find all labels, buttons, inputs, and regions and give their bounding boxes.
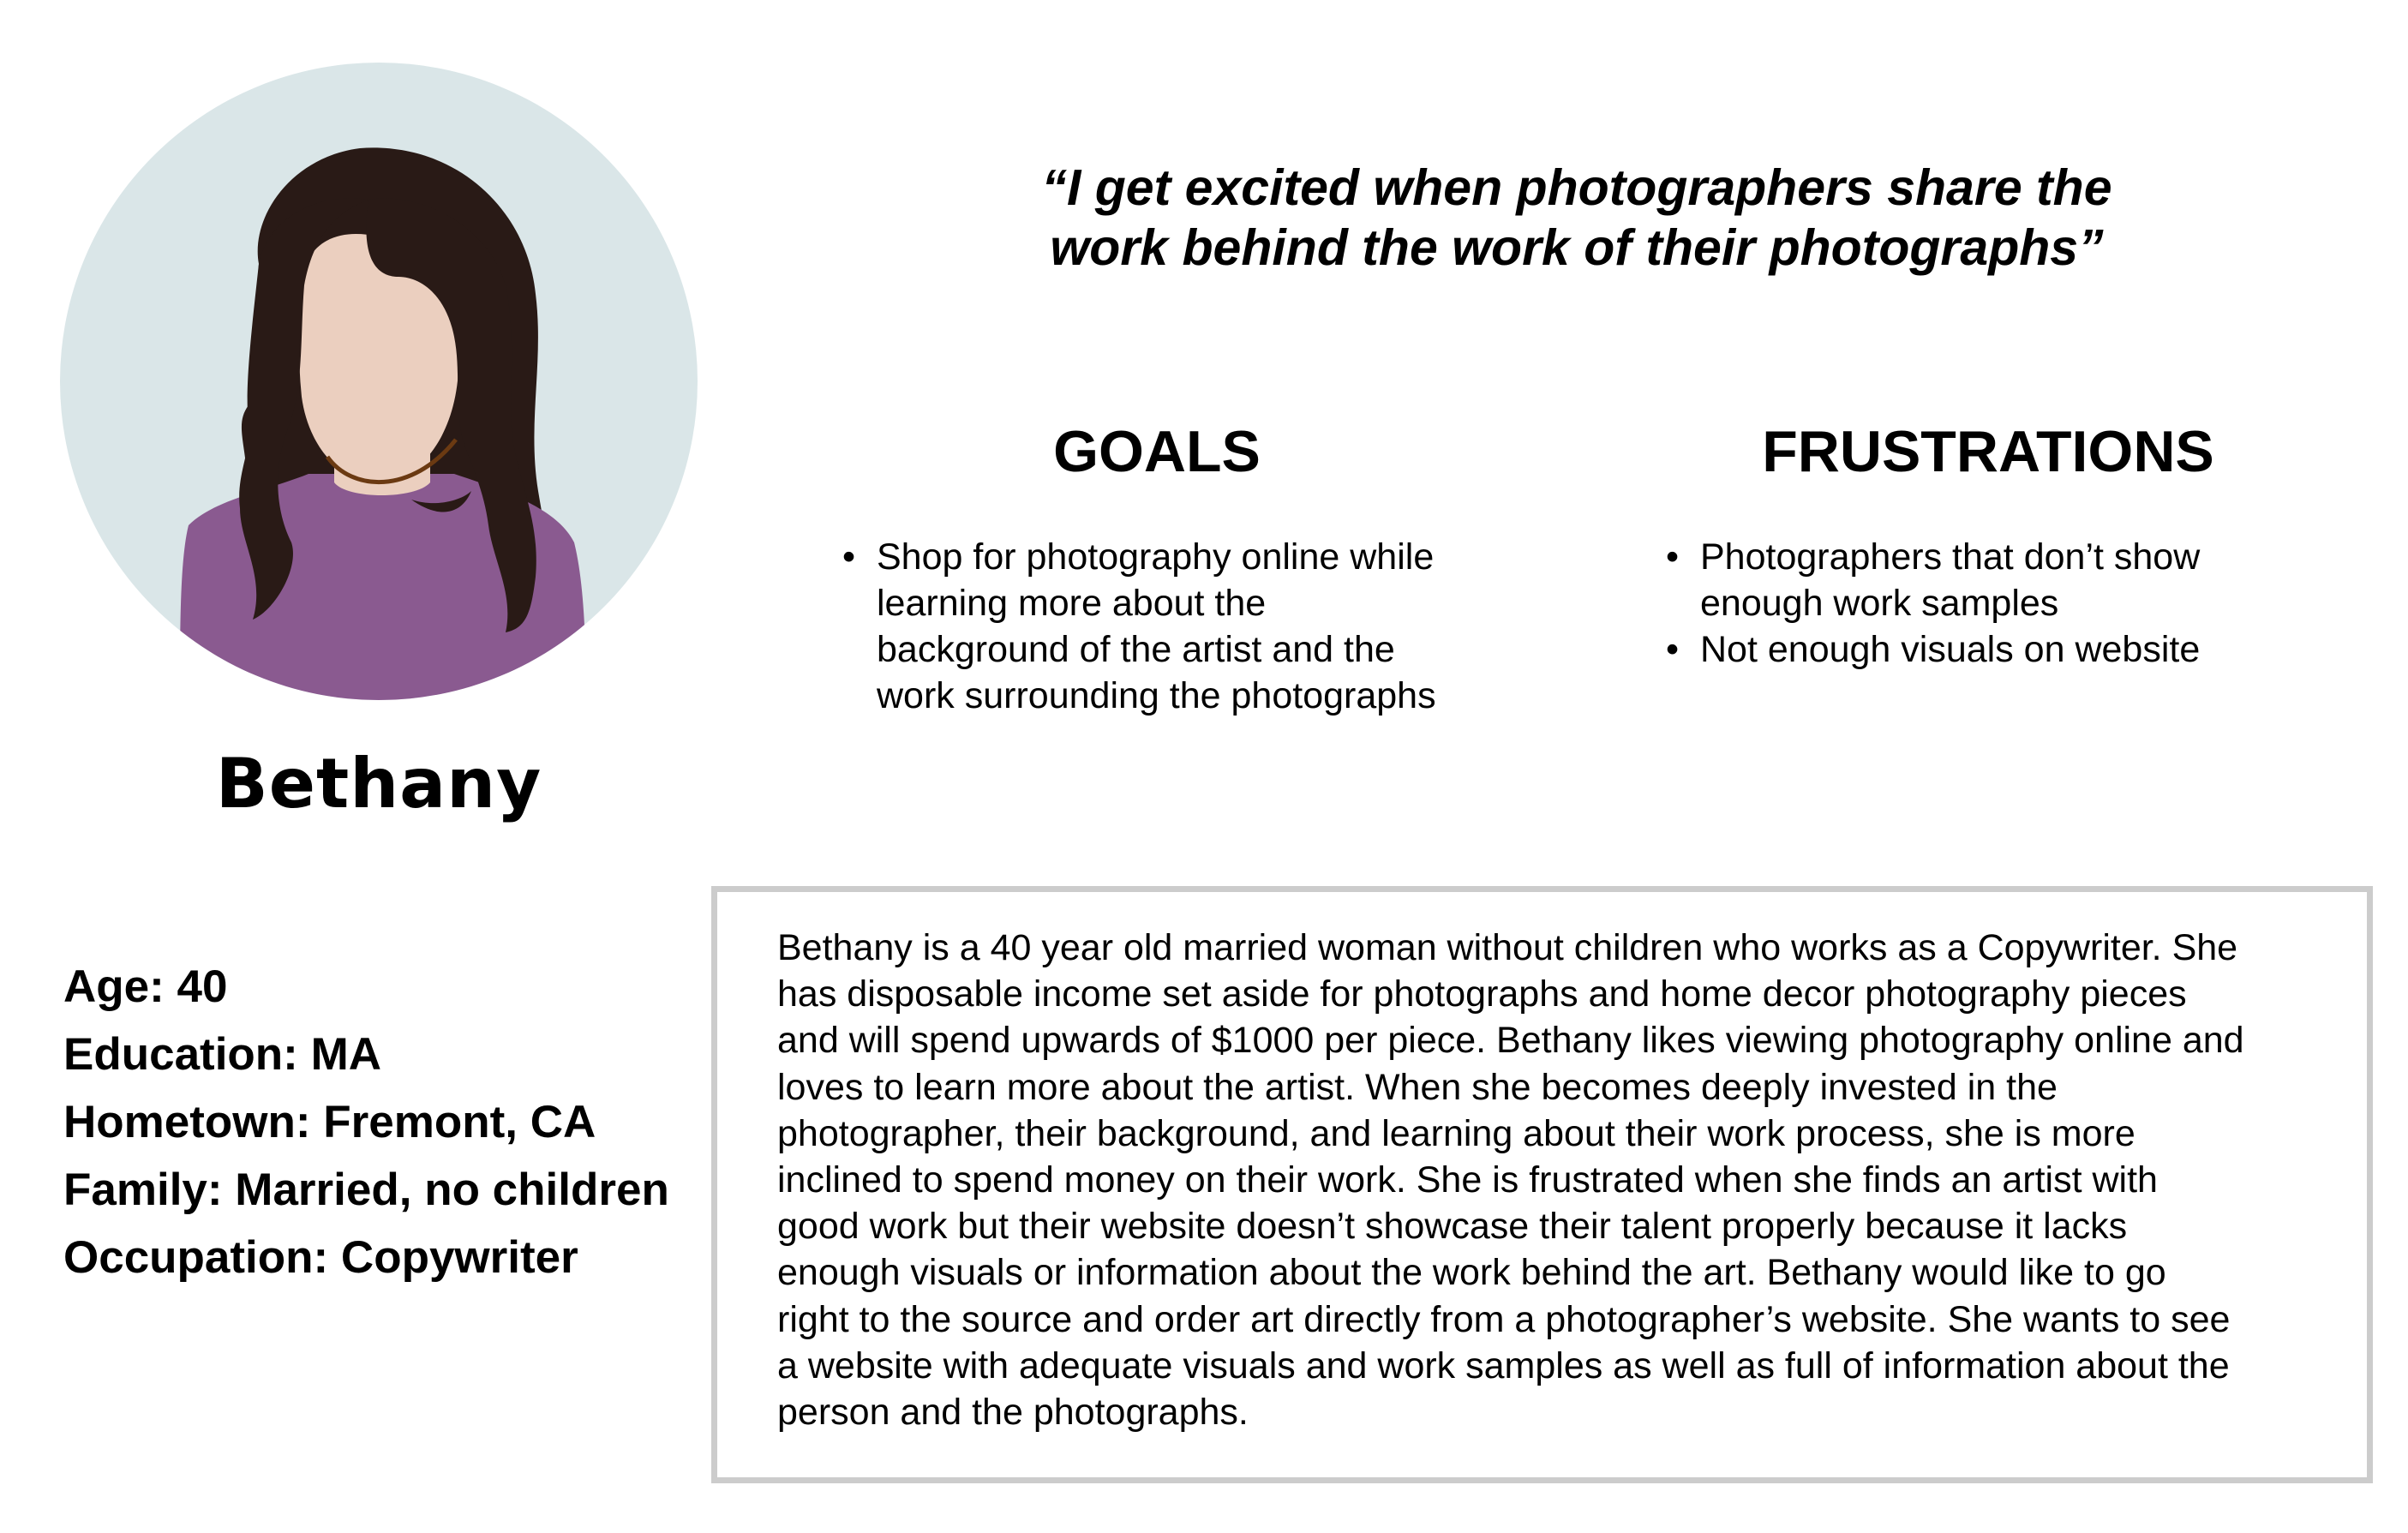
quote-line: “I get excited when photographers share the [1041, 159, 2112, 216]
detail-value: Copywriter [340, 1232, 578, 1283]
bio-line: enough visuals or information about the work behind the art. Bethany would like to go [777, 1252, 2166, 1294]
bio-box [711, 886, 2373, 1483]
bio-line: has disposable income set aside for photographs and home decor photography pieces [777, 973, 2187, 1015]
detail-occupation [63, 1224, 669, 1291]
bio-line: and will spend upwards of $1000 per piece. Bethany likes viewing photography online and [777, 1020, 2244, 1062]
goals-list [842, 534, 1459, 719]
detail-label: Age: [63, 961, 165, 1012]
detail-value: 40 [177, 961, 228, 1012]
frustration-item: • Not enough visuals on website [1666, 626, 2266, 673]
goals-heading: GOALS [1053, 419, 1261, 484]
frustrations-list [1666, 534, 2266, 673]
bio-text [777, 925, 2345, 1435]
persona-name: Bethany [215, 744, 542, 823]
detail-age [63, 953, 669, 1021]
persona-quote [943, 158, 2211, 278]
bio-line: inclined to spend money on their work. She is frustrated when she finds an artist with [777, 1159, 2158, 1201]
detail-label: Family: [63, 1165, 223, 1215]
bio-line: photographer, their background, and learning about their work process, she is more [777, 1112, 2135, 1154]
bio-line: person and the photographs. [777, 1392, 1249, 1434]
bio-line: a website with adequate visuals and work samples as well as full of information about the [777, 1344, 2230, 1386]
persona-details-list [63, 953, 669, 1291]
frustration-item: • Photographers that don’t show enough work samples [1666, 534, 2266, 626]
detail-value: Married, no children [235, 1165, 669, 1215]
bio-line: loves to learn more about the artist. When she becomes deeply invested in the [777, 1066, 2058, 1108]
goal-item: • Shop for photography online while learning more about the background of the artist and the work surrounding the photographs [842, 534, 1459, 719]
bio-line: right to the source and order art directly from a photographer’s website. She wants to see [777, 1298, 2231, 1340]
detail-value: MA [310, 1029, 381, 1080]
persona-avatar-icon [60, 63, 698, 700]
frustrations-heading: FRUSTRATIONS [1762, 419, 2214, 484]
bio-line: Bethany is a 40 year old married woman without children who works as a Copywriter. She [777, 927, 2238, 968]
detail-value: Fremont, CA [323, 1097, 596, 1147]
detail-education [63, 1021, 669, 1088]
quote-line: work behind the work of their photographs” [1050, 219, 2104, 276]
detail-hometown [63, 1088, 669, 1156]
bio-line: good work but their website doesn’t showcase their talent properly because it lacks [777, 1206, 2128, 1248]
detail-label: Hometown: [63, 1097, 311, 1147]
detail-family [63, 1156, 669, 1224]
detail-label: Education: [63, 1029, 298, 1080]
detail-label: Occupation: [63, 1232, 329, 1283]
